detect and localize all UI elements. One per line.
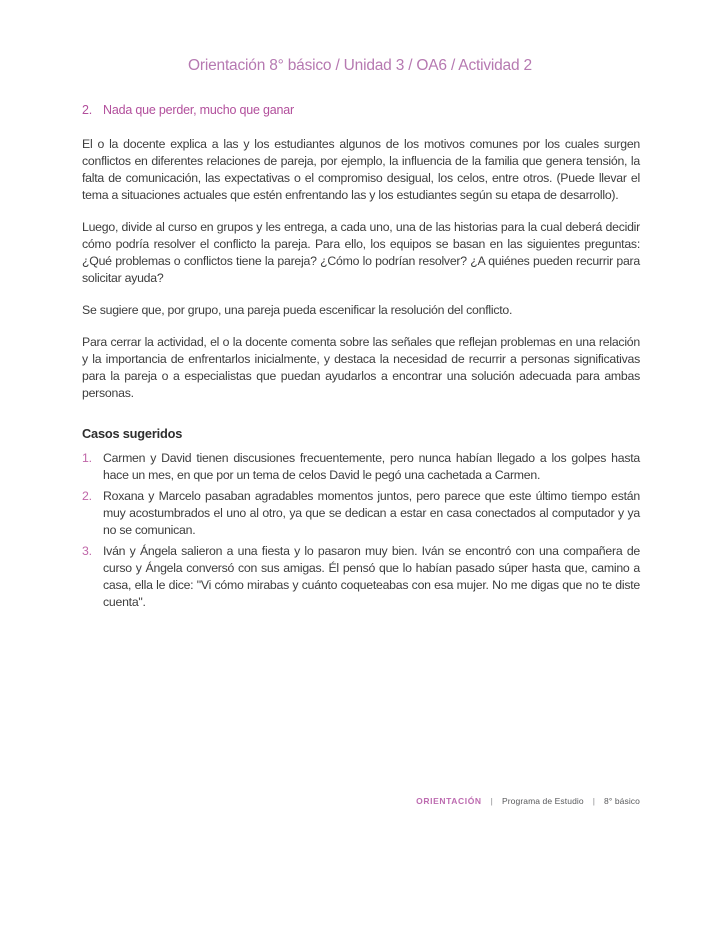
paragraph: Para cerrar la actividad, el o la docente comenta sobre las señales que reflejan problemas en una relación y la importancia de enfrentarlos inicialmente, y destaca la necesidad de recurrir a personas significativas para la pareja o a especialistas que puedan ayudarlos a encontrar una solución adecuada para ambas personas.	[82, 335, 640, 400]
list-item-number: 1.	[82, 451, 92, 465]
document-body	[82, 103, 640, 611]
list-item	[82, 543, 640, 611]
list-item-text: Carmen y David tienen discusiones frecuentemente, pero nunca habían llegado a los golpes hasta hace un mes, en que por un tema de celos David le pegó una cachetada a Carmen.	[103, 451, 640, 482]
cases-list	[82, 450, 640, 611]
paragraph: Luego, divide al curso en grupos y les entrega, a cada uno, una de las historias para la cual deberá decidir cómo podría resolver el conflicto la pareja. Para ello, los equipos se basan en las siguientes preguntas: ¿Qué problemas o conflictos tiene la pareja? ¿Cómo lo podrían resolver? ¿A quiénes pueden recurrir para solicitar ayuda?	[82, 220, 640, 285]
footer-program: Programa de Estudio	[501, 796, 584, 806]
footer-separator: |	[490, 796, 493, 806]
page-footer	[416, 796, 640, 806]
activity-description	[82, 136, 640, 402]
list-item-number: 3.	[82, 544, 92, 558]
list-item-number: 2.	[82, 489, 92, 503]
list-item-text: Iván y Ángela salieron a una fiesta y lo pasaron muy bien. Iván se encontró con una compañera de curso y Ángela conversó con sus amigas. Él pensó que lo habían pasado súper hasta que, camino a casa, ella le dice: "Vi cómo mirabas y cuánto coqueteabas con esa mujer. No me digas que no te diste cuenta".	[103, 544, 640, 609]
list-item	[82, 450, 640, 484]
footer-separator: |	[592, 796, 596, 806]
list-item-text: Roxana y Marcelo pasaban agradables momentos juntos, pero parece que este último tiempo están muy acostumbrados el uno al otro, ya que se dedican a estar en casa conectados al computador y ya no se comunican.	[103, 489, 640, 537]
activity-heading	[82, 103, 640, 117]
cases-heading: Casos sugeridos	[82, 426, 183, 441]
footer-brand: ORIENTACIÓN	[416, 796, 482, 806]
activity-number: 2.	[82, 103, 93, 117]
footer-grade: 8° básico	[604, 796, 640, 806]
paragraph: El o la docente explica a las y los estudiantes algunos de los motivos comunes por los cuales surgen conflictos en diferentes relaciones de pareja, por ejemplo, la influencia de la familia que genera tensión, la falta de comunicación, las expectativas o el compromiso desigual, los celos, entre otros. (Puede llevar el tema a situaciones actuales que estén enfrentando las y los estudiantes según su etapa de desarrollo).	[82, 137, 640, 202]
activity-name: Nada que perder, mucho que ganar	[103, 103, 294, 117]
paragraph: Se sugiere que, por grupo, una pareja pueda escenificar la resolución del conflicto.	[82, 303, 513, 317]
list-item	[82, 488, 640, 539]
page-title: Orientación 8° básico / Unidad 3 / OA6 / Actividad 2	[188, 57, 532, 74]
